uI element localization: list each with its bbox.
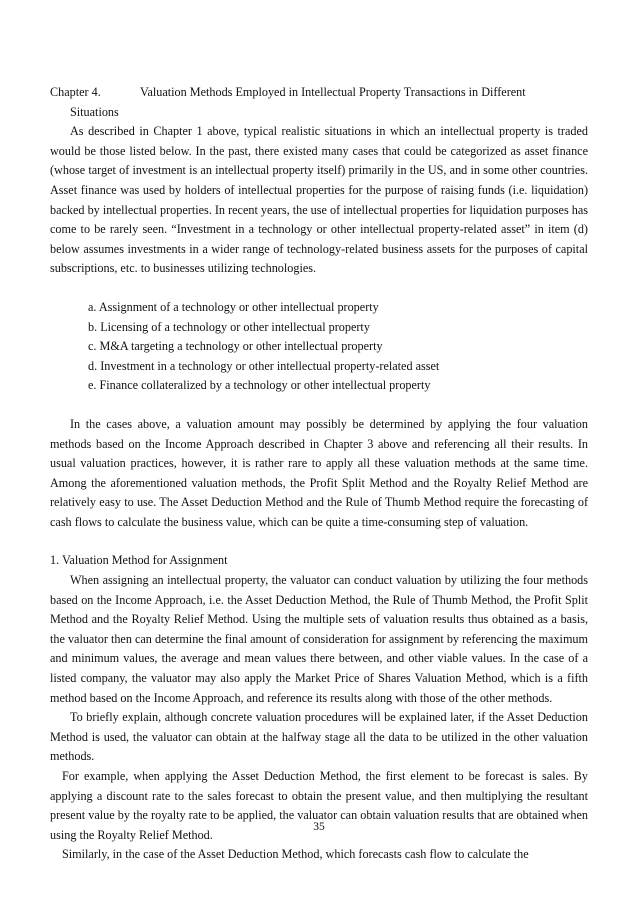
chapter-title-line1: Valuation Methods Employed in Intellectual Property Transactions in Different (140, 85, 526, 99)
situations-list (50, 298, 588, 396)
chapter-label: Chapter 4. (50, 85, 101, 99)
section-paragraph-4: Similarly, in the case of the Asset Deduction Method, which forecasts cash flow to calculate the (62, 847, 529, 862)
cases-paragraph: In the cases above, a valuation amount may possibly be determined by applying the four valuation methods based on the Income Approach described in Chapter 3 above and referencing all their results. In usual valuation practices, however, it is rather rare to apply all these valuation methods at the same time. Among the aforementioned valuation methods, the Profit Split Method and the Royalty Relief Method are relatively easy to use. The Asset Deduction Method and the Rule of Thumb Method require the forecasting of cash flows to calculate the business value, which can be quite a time-consuming step of valuation. (50, 416, 588, 529)
list-item: a. Assignment of a technology or other intellectual property (88, 299, 379, 314)
list-item: b. Licensing of a technology or other intellectual property (88, 319, 370, 334)
intro-paragraph: As described in Chapter 1 above, typical realistic situations in which an intellectual property is traded would be those listed below. In the past, there existed many cases that could be categorized as asset finance (whose target of investment is an intellectual property itself) primarily in the US, and in some other countries. Asset finance was used by holders of intellectual properties for the purpose of raising funds (i.e. liquidation) backed by intellectual properties. In recent years, the use of intellectual properties for liquidation purposes has come to be rarely seen. “Investment in a technology or other intellectual property-related asset” in item (d) below assumes investments in a wider range of technology-related business assets for the purposes of capital subscriptions, etc. to businesses utilizing technologies. (50, 124, 588, 276)
list-item: e. Finance collateralized by a technology or other intellectual property (88, 378, 431, 393)
chapter-heading (50, 83, 588, 103)
section-paragraph-1: When assigning an intellectual property, the valuator can conduct valuation by utilizing the four methods based on the Income Approach, i.e. the Asset Deduction Method, the Rule of Thumb Method, the Profit Split Method and the Royalty Relief Method. Using the multiple sets of valuation results thus obtained as a basis, the valuator then can determine the final amount of consideration for assignment by referencing the maximum and minimum values, the average and mean values there between, and other viable values. In the case of a listed company, the valuator may also apply the Market Price of Shares Valuation Method, which is a fifth method based on the Income Approach, and reference its results along with those of the other methods. (50, 573, 588, 705)
chapter-title-line2: Situations (70, 104, 119, 119)
list-item: c. M&A targeting a technology or other intellectual property (88, 339, 383, 354)
list-item: d. Investment in a technology or other intellectual property-related asset (88, 358, 440, 373)
section-paragraph-3: For example, when applying the Asset Deduction Method, the first element to be forecast is sales. By applying a discount rate to the sales forecast to obtain the present value, and then multiplying the resultant present value by the royalty rate to be applied, the valuator can obtain valuation results that are obtained when using the Royalty Relief Method. (50, 769, 588, 842)
section-paragraph-2: To briefly explain, although concrete valuation procedures will be explained later, if the Asset Deduction Method is used, the valuator can obtain at the halfway stage all the data to be utilized in the other valuation methods. (50, 710, 588, 764)
page-number: 35 (313, 821, 325, 833)
section-heading: 1. Valuation Method for Assignment (50, 553, 228, 568)
spacer (50, 532, 588, 551)
page-content (50, 83, 588, 865)
